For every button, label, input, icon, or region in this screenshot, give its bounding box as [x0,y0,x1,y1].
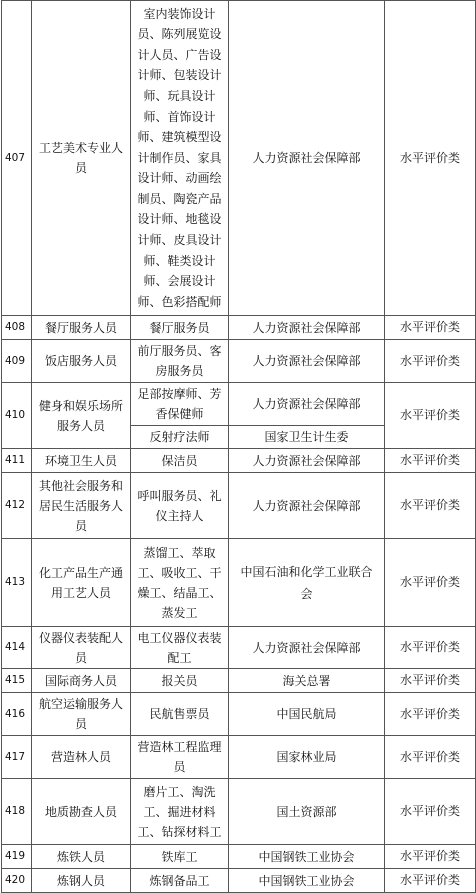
assessment-type: 水平评价类 [385,539,476,627]
assessment-type: 水平评价类 [385,869,476,893]
assessment-type: 水平评价类 [385,627,476,669]
occupation-list: 反射疗法师 [131,426,229,449]
row-number: 408 [2,316,32,340]
row-number: 413 [2,539,32,627]
table-row [2,736,476,779]
occupation-group: 饭店服务人员 [32,340,131,383]
table-row [2,539,476,627]
row-number: 411 [2,449,32,473]
occupation-list: 民航售票员 [131,693,229,736]
row-number: 410 [2,383,32,449]
department: 国土资源部 [229,779,385,845]
occupation-group: 国际商务人员 [32,669,131,693]
assessment-type: 水平评价类 [385,845,476,869]
table-row [2,869,476,893]
assessment-type: 水平评价类 [385,473,476,539]
department: 国家林业局 [229,736,385,779]
assessment-type: 水平评价类 [385,779,476,845]
row-number: 420 [2,869,32,893]
occupation-list: 报关员 [131,669,229,693]
table-row [2,779,476,845]
occupation-list: 营造林工程监理员 [131,736,229,779]
assessment-type: 水平评价类 [385,669,476,693]
occupation-group: 地质勘查人员 [32,779,131,845]
occupation-group: 炼铁人员 [32,845,131,869]
assessment-type: 水平评价类 [385,340,476,383]
row-number: 407 [2,1,32,316]
table-row [2,669,476,693]
table-row [2,340,476,383]
occupation-list: 蒸馏工、萃取工、吸收工、干燥工、结晶工、蒸发工 [131,539,229,627]
occupation-group: 餐厅服务人员 [32,316,131,340]
row-number: 409 [2,340,32,383]
department: 人力资源社会保障部 [229,449,385,473]
table-row [2,473,476,539]
department: 人力资源社会保障部 [229,627,385,669]
table-row [2,845,476,869]
row-number: 417 [2,736,32,779]
row-number: 419 [2,845,32,869]
assessment-type: 水平评价类 [385,449,476,473]
occupation-group: 化工产品生产通用工艺人员 [32,539,131,627]
occupation-group: 工艺美术专业人员 [32,1,131,316]
row-number: 418 [2,779,32,845]
assessment-type: 水平评价类 [385,736,476,779]
department: 国家卫生计生委 [229,426,385,449]
row-number: 412 [2,473,32,539]
occupation-group: 航空运输服务人员 [32,693,131,736]
occupation-list: 铁库工 [131,845,229,869]
occupation-list: 前厅服务员、客房服务员 [131,340,229,383]
occupation-group: 仪器仪表装配人员 [32,627,131,669]
table-row [2,627,476,669]
table-row [2,449,476,473]
department: 人力资源社会保障部 [229,383,385,426]
occupation-group: 炼钢人员 [32,869,131,893]
occupation-group: 其他社会服务和居民生活服务人员 [32,473,131,539]
row-number: 415 [2,669,32,693]
assessment-type: 水平评价类 [385,383,476,449]
table-row [2,1,476,316]
occupation-list: 电工仪器仪表装配工 [131,627,229,669]
occupation-table [1,0,476,893]
occupation-list: 餐厅服务员 [131,316,229,340]
table-row [2,693,476,736]
occupation-list: 室内装饰设计员、陈列展览设计人员、广告设计师、包装设计师、玩具设计师、首饰设计师、建筑模型设计制作员、家具设计师、动画绘制员、陶瓷产品设计师、地毯设计师、皮具设计师、鞋类设计师、会展设计师、色彩搭配师 [131,1,229,316]
occupation-group: 健身和娱乐场所服务人员 [32,383,131,449]
department: 人力资源社会保障部 [229,473,385,539]
department: 人力资源社会保障部 [229,1,385,316]
department: 中国钢铁工业协会 [229,845,385,869]
occupation-list: 磨片工、淘洗工、掘进材料工、钻探材料工 [131,779,229,845]
row-number: 414 [2,627,32,669]
table-row [2,383,476,426]
assessment-type: 水平评价类 [385,1,476,316]
occupation-list: 呼叫服务员、礼仪主持人 [131,473,229,539]
occupation-group: 环境卫生人员 [32,449,131,473]
occupation-list: 炼钢备品工 [131,869,229,893]
department: 中国民航局 [229,693,385,736]
assessment-type: 水平评价类 [385,693,476,736]
assessment-type: 水平评价类 [385,316,476,340]
department: 人力资源社会保障部 [229,340,385,383]
table-row [2,316,476,340]
occupation-list: 足部按摩师、芳香保健师 [131,383,229,426]
department: 人力资源社会保障部 [229,316,385,340]
occupation-group: 营造林人员 [32,736,131,779]
occupation-list: 保洁员 [131,449,229,473]
department: 海关总署 [229,669,385,693]
department: 中国钢铁工业协会 [229,869,385,893]
row-number: 416 [2,693,32,736]
department: 中国石油和化学工业联合会 [229,539,385,627]
